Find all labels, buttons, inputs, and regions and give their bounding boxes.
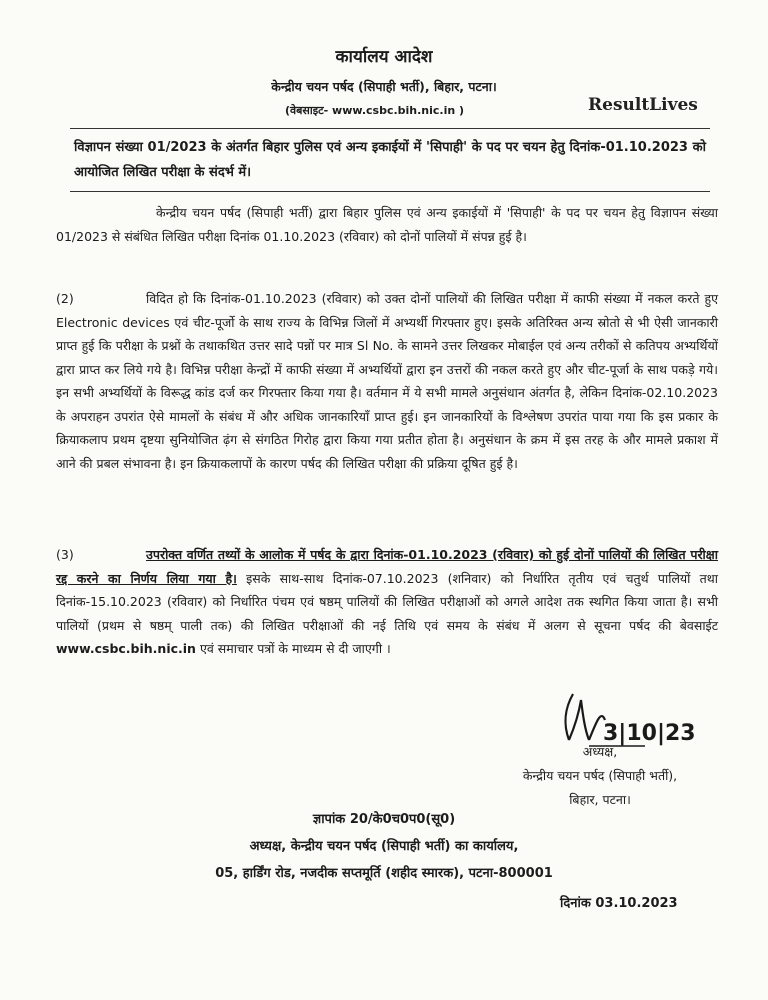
paragraph-2-text: विदित हो कि दिनांक-01.10.2023 (रविवार) को उक्त दोनों पालियों की लिखित परीक्षा में काफी संख्या में नकल करते हुए Electronic devices एवं चीट-पूर्जो के साथ राज्य के विभिन्न जिलों में अभ्यर्थी गिरफ्तार हुए। इसके अतिरिक्त अन्य स्रोतो से भी ऐसी जानकारी प्राप्त हुई कि परीक्षा के प्रश्नों के तथाकथित उत्तर सादे पन्नों पर मात्र Sl No. के सामने उत्तर लिखकर मोबाईल एवं अन्य तरीकों से कतिपय अभ्यर्थियों द्वारा प्राप्त कर लिये गये है। विभिन्न परीक्षा केन्द्रों में काफी संख्या में अभ्यर्थियों द्वारा इन उत्तरों की नकल करते हुए और चीट-पूर्जा के साथ पकड़े गये। इन सभी अभ्यर्थियों के विरूद्ध कांड दर्ज कर गिरफ्तार किया गया है। वर्तमान में ये सभी मामले अनुसंधान अंतर्गत है, लेकिन दिनांक-02.10.2023 के अपराहन उपरांत ऐसे मामलों के संबंध में और अधिक जानकारियाँ प्राप्त हुई। इन जानकारियों के विश्लेषण उपरांत पाया गया कि इस प्रकार के क्रियाकलाप प्रथम दृष्टया सुनियोजित ढ़ंग से संगठित गिरोह द्वारा किया गया प्रतीत होता है। अनुसंधान के क्रम में इस तरह के और मामले प्रकाश में आने की प्रबल संभावना है। इन क्रियाकलापों के कारण पर्षद की लिखित परीक्षा की प्रक्रिया दूषित हुई है। [56,291,718,471]
watermark-brand: ResultLives [588,95,698,115]
handwritten-date: 3|10|23 [603,721,696,746]
memo-address: 05, हार्डिंग रोड, नजदीक सप्तमूर्ति (शहीद स्मारक), पटना-800001 [215,866,553,881]
cancellation-decision: उपरोक्त वर्णित तथ्यों के आलोक में पर्षद के द्वारा दिनांक-01.10.2023 (रविवार) को हुई दोनों पालियों की लिखित परीक्षा रद्द करने का निर्णय लिया गया है। [56,547,718,586]
paragraph-3-text: इसके साथ-साथ दिनांक-07.10.2023 (शनिवार) को निर्धारित तृतीय एवं चतुर्थ पालियों तथा दिनांक-15.10.2023 (रविवार) को निर्धारित पंचम एवं षष्ठम् पालियों की लिखित परीक्षाओं को अगले आदेश तक स्थगित किया जाता है। सभी पालियों (प्रथम से षष्ठम् पाली तक) की लिखित परीक्षाओं की नई तिथि एवं समय के संबंध में अलग से सूचना पर्षद की बेवसाईट [56,570,719,633]
memo-block [0,806,768,887]
paragraph-3-end: एवं समाचार पत्रों के माध्यम से दी जाएगी । [199,641,391,656]
memo-number: ज्ञापांक 20/के0च0प0(सू0) [312,812,456,827]
paragraph-2-number: (2) [56,291,74,306]
signatory-place: बिहार, पटना। [569,792,631,807]
paragraph-1: केन्द्रीय चयन पर्षद (सिपाही भर्ती) द्वारा बिहार पुलिस एवं अन्य इकाईयों में 'सिपाही' के पद पर चयन हेतु विज्ञापन संख्या 01/2023 से संबंधित लिखित परीक्षा दिनांक 01.10.2023 (रविवार) को दोनों पालियों में संपन्न हुई है। [56,205,718,244]
paragraph-3 [56,543,718,661]
subject-block: विज्ञापन संख्या 01/2023 के अंतर्गत बिहार पुलिस एवं अन्य इकाईयों में 'सिपाही' के पद पर चयन हेतु दिनांक-01.10.2023 को आयोजित लिखित परीक्षा के संदर्भ में। [70,128,710,192]
signatory-office: केन्द्रीय चयन पर्षद (सिपाही भर्ती), [522,768,678,783]
issuing-department: केन्द्रीय चयन पर्षद (सिपाही भर्ती), बिहार, पटना। [271,79,497,94]
order-title: कार्यालय आदेश [335,47,433,67]
signatory-designation: अध्यक्ष, [582,744,618,759]
signatory-block [470,740,730,812]
memo-office: अध्यक्ष, केन्द्रीय चयन पर्षद (सिपाही भर्ती) का कार्यालय, [249,839,519,854]
website-line: (वेबसाइट- www.csbc.bih.nic.in ) [285,104,465,117]
paragraph-3-number: (3) [56,547,74,562]
issue-date: दिनांक 03.10.2023 [560,896,678,911]
website-link[interactable]: www.csbc.bih.nic.in [56,641,196,656]
paragraph-2 [56,287,718,475]
signature-stroke [566,694,605,740]
